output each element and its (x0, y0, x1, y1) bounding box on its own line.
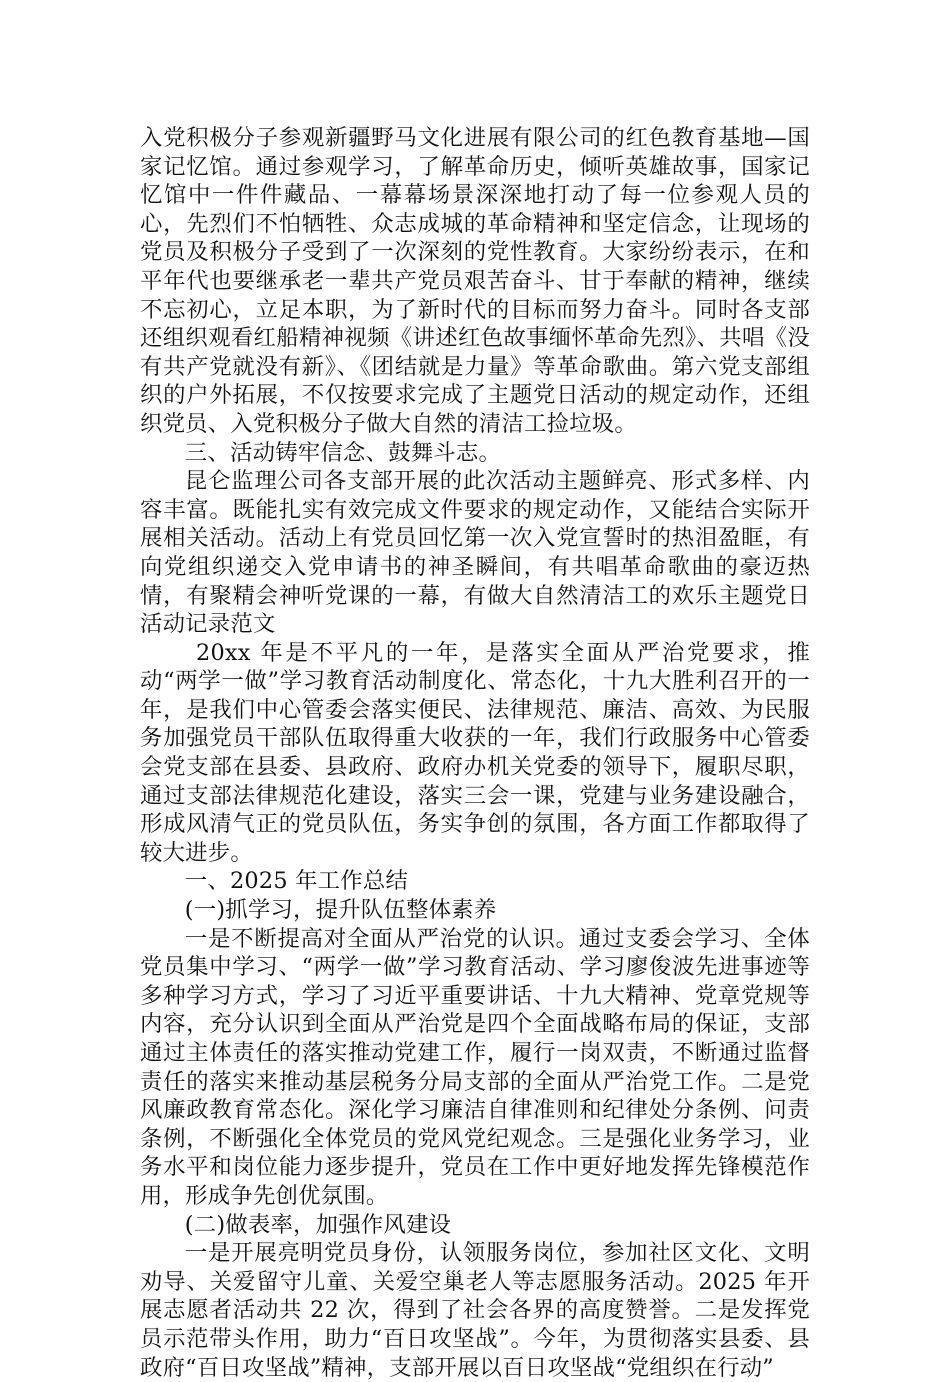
paragraph-volunteer-service: 一是开展亮明党员身份，认领服务岗位，参加社区文化、文明劝导、关爱留守儿童、关爱空巢老人等志愿服务活动。2025 年开展志愿者活动共 22 次，得到了社会各界的高度赞誉。二是发挥党员示范带头作用，助力“百日攻坚战”。今年，为贯彻落实县委、县政府“百日攻坚战”精神，支部开展以百日攻坚战“党组织在行动” (140, 1240, 810, 1381)
section-heading-three: 三、活动铸牢信念、鼓舞斗志。 (184, 439, 502, 466)
paragraph-visit-memorial: 入党积极分子参观新疆野马文化进展有限公司的红色教育基地—国家记忆馆。通过参观学习，了解革命历史，倾听英雄故事，国家记忆馆中一件件藏品、一幕幕场景深深地打动了每一位参观人员的心，先烈们不怕牺牲、众志成城的革命精神和坚定信念，让现场的党员及积极分子受到了一次深刻的党性教育。大家纷纷表示，在和平年代也要继承老一辈共产党员艰苦奋斗、甘于奉献的精神，继续不忘初心，立足本职，为了新时代的目标而努力奋斗。同时各支部还组织观看红船精神视频《讲述红色故事缅怀革命先烈》、共唱《没有共产党就没有新》、《团结就是力量》等革命歌曲。第六党支部组织的户外拓展，不仅按要求完成了主题党日活动的规定动作，还组织党员、入党积极分子做大自然的清洁工捡垃圾。 (140, 125, 810, 437)
paragraph-kunlun-activities: 昆仑监理公司各支部开展的此次活动主题鲜亮、形式多样、内容丰富。既能扎实有效完成文件要求的规定动作，又能结合实际开展相关活动。活动上有党员回忆第一次入党宣誓时的热泪盈眶，有向党组织递交入党申请书的神圣瞬间，有共唱革命歌曲的豪迈热情，有聚精会神听党课的一幕，有做大自然清洁工的欢乐主题党日活动记录范文 (140, 468, 810, 638)
document-body (140, 124, 810, 1382)
paragraph-study-details: 一是不断提高对全面从严治党的认识。通过支委会学习、全体党员集中学习、“两学一做”学习教育活动、学习廖俊波先进事迹等多种学习方式，学习了习近平重要讲话、十九大精神、党章党规等内容，充分认识到全面从严治党是四个全面战略布局的保证，支部通过主体责任的落实推动党建工作，履行一岗双责，不断通过监督责任的落实来推动基层税务分局支部的全面从严治党工作。二是党风廉政教育常态化。深化学习廉洁自律准则和纪律处分条例、问责条例，不断强化全体党员的党风党纪观念。三是强化业务学习，业务水平和岗位能力逐步提升，党员在工作中更好地发挥先锋模范作用，形成争先创优氛围。 (140, 925, 810, 1209)
section-heading-one: 一、2025 年工作总结 (184, 868, 409, 895)
subsection-heading-study: (一)抓学习，提升队伍整体素养 (184, 897, 497, 924)
subsection-heading-conduct: (二)做表率，加强作风建设 (184, 1211, 452, 1238)
paragraph-year-review: 20xx 年是不平凡的一年，是落实全面从严治党要求，推动“两学一做”学习教育活动制度化、常态化，十九大胜利召开的一年，是我们中心管委会落实便民、法律规范、廉洁、高效、为民服务加强党员干部队伍取得重大收获的一年，我们行政服务中心管委会党支部在县委、县政府、政府办机关党委的领导下，履职尽职，通过支部法律规范化建设，落实三会一课，党建与业务建设融合，形成风清气正的党员队伍，务实争创的氛围，各方面工作都取得了较大进步。 (140, 639, 810, 866)
